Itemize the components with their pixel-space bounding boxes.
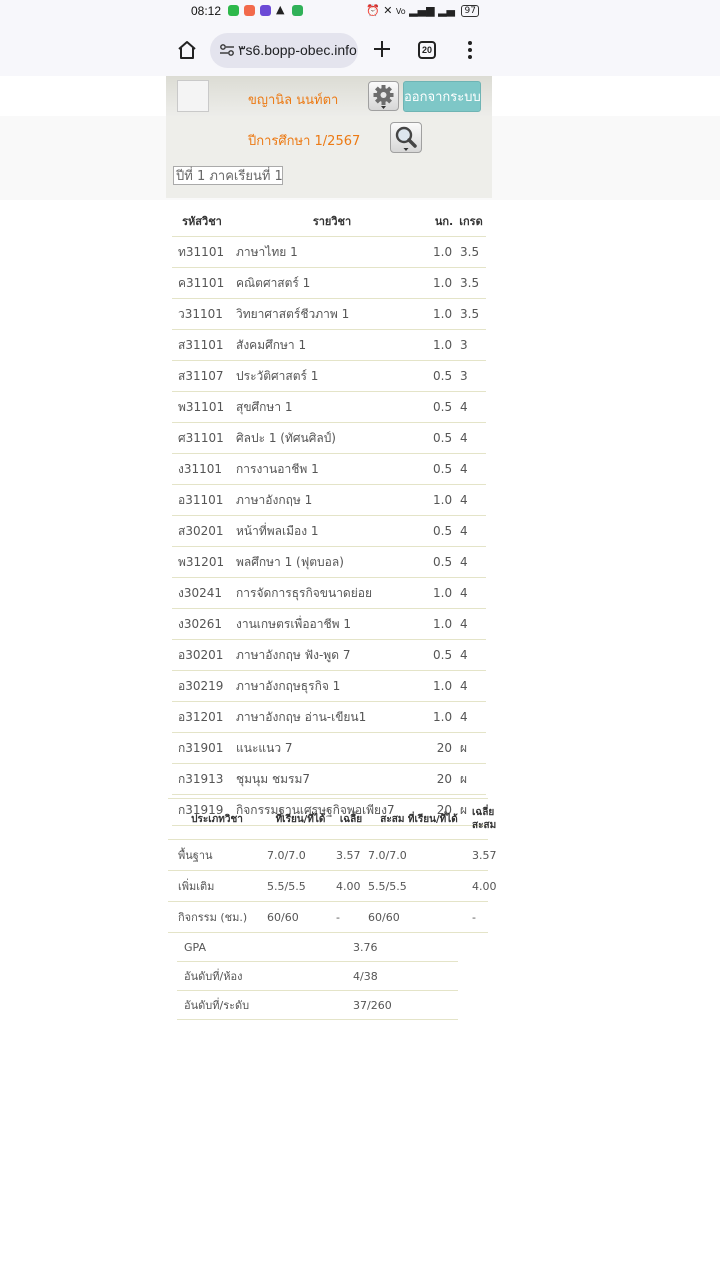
table-row	[172, 640, 486, 671]
app-notification-icon	[244, 5, 255, 16]
subject-credit: 20	[432, 733, 456, 764]
subject-name: การจัดการธุรกิจขนาดย่อย	[232, 578, 432, 609]
subject-credit: 0.5	[432, 454, 456, 485]
summary-header-type: ประเภทวิชา	[168, 799, 266, 840]
site-settings-icon[interactable]	[219, 42, 235, 62]
subject-credit: 1.0	[432, 609, 456, 640]
subject-credit: 1.0	[432, 578, 456, 609]
col-header-grade: เกรด	[456, 206, 486, 237]
summary-header-cum-avg-line2: สะสม	[472, 820, 497, 831]
status-time: 08:12	[191, 4, 222, 18]
table-row	[172, 609, 486, 640]
subject-credit: 1.0	[432, 299, 456, 330]
subject-grade: 4	[456, 423, 486, 454]
search-icon	[391, 123, 421, 152]
avatar	[177, 80, 209, 112]
tab-count-button[interactable]: 20	[418, 41, 436, 59]
gpa-value: 3.76	[352, 933, 458, 962]
subject-name: ศิลปะ 1 (ทัศนศิลป์)	[232, 423, 432, 454]
subject-grade: 4	[456, 547, 486, 578]
subject-code: ว31101	[172, 299, 232, 330]
table-row	[172, 237, 486, 268]
table-row	[172, 702, 486, 733]
summary-cumulative: 7.0/7.0	[367, 840, 471, 871]
signal-icon-2: ▂▄	[438, 4, 455, 17]
semester-select[interactable]: ปีที่ 1 ภาคเรียนที่ 1	[173, 166, 283, 185]
gpa-value: 37/260	[352, 991, 458, 1020]
subject-name: ภาษาไทย 1	[232, 237, 432, 268]
subject-code: ก31919	[172, 795, 232, 826]
table-row	[172, 330, 486, 361]
subject-grade: 3	[456, 361, 486, 392]
table-row	[172, 299, 486, 330]
subject-credit: 1.0	[432, 702, 456, 733]
summary-type: เพิ่มเติม	[168, 871, 266, 902]
summary-cum-avg: 4.00	[471, 871, 488, 902]
summary-type: พื้นฐาน	[168, 840, 266, 871]
download-notification-icon	[292, 5, 303, 16]
new-tab-icon[interactable]	[371, 38, 393, 60]
subject-grade: 4	[456, 671, 486, 702]
subject-code: ค31101	[172, 268, 232, 299]
subject-grade: 4	[456, 640, 486, 671]
summary-cum-avg: 3.57	[471, 840, 488, 871]
summary-avg: 4.00	[335, 871, 367, 902]
subject-name: การงานอาชีพ 1	[232, 454, 432, 485]
subject-name: งานเกษตรเพื่ออาชีพ 1	[232, 609, 432, 640]
summary-header-row	[168, 799, 488, 840]
subject-grade: 4	[456, 454, 486, 485]
summary-studied: 5.5/5.5	[266, 871, 335, 902]
subject-code: ส31101	[172, 330, 232, 361]
home-icon[interactable]	[176, 39, 198, 61]
subject-code: อ31101	[172, 485, 232, 516]
summary-header-studied: ที่เรียน/ที่ได้	[266, 799, 335, 840]
table-row	[172, 361, 486, 392]
summary-cumulative: 5.5/5.5	[367, 871, 471, 902]
subject-credit: 20	[432, 795, 456, 826]
table-row	[172, 454, 486, 485]
subject-credit: 0.5	[432, 361, 456, 392]
subject-grade: ผ	[456, 733, 486, 764]
summary-header-avg: เฉลี่ย	[335, 799, 367, 840]
table-row	[172, 485, 486, 516]
subject-grade: ผ	[456, 795, 486, 826]
subject-grade: 4	[456, 485, 486, 516]
subject-name: แนะแนว 7	[232, 733, 432, 764]
subject-name: ภาษาอังกฤษ ฟัง-พูด 7	[232, 640, 432, 671]
subject-code: อ30219	[172, 671, 232, 702]
subject-name: วิทยาศาสตร์ชีวภาพ 1	[232, 299, 432, 330]
subject-credit: 1.0	[432, 671, 456, 702]
subject-name: ประวัติศาสตร์ 1	[232, 361, 432, 392]
grades-table	[172, 206, 486, 826]
table-row	[172, 392, 486, 423]
table-row	[172, 764, 486, 795]
gpa-label: อันดับที่/ห้อง	[177, 962, 352, 991]
summary-avg: 3.57	[335, 840, 367, 871]
subject-credit: 0.5	[432, 423, 456, 454]
volte-icon: Vo	[395, 7, 406, 16]
messenger-notification-icon	[260, 5, 271, 16]
site-header	[166, 76, 492, 198]
gpa-table	[177, 932, 458, 1020]
col-header-name: รายวิชา	[232, 206, 432, 237]
grades-header-row	[172, 206, 486, 237]
table-row	[172, 578, 486, 609]
col-header-code: รหัสวิชา	[172, 206, 232, 237]
browser-toolbar	[0, 24, 720, 76]
gear-icon	[369, 82, 398, 110]
subject-credit: 0.5	[432, 392, 456, 423]
status-bar	[0, 0, 720, 24]
gpa-row	[177, 991, 458, 1020]
url-text[interactable]: ۳s6.bopp-obec.info	[238, 42, 357, 58]
subject-name: ภาษาอังกฤษธุรกิจ 1	[232, 671, 432, 702]
gpa-table-container	[177, 932, 458, 1020]
subject-grade: 3.5	[456, 268, 486, 299]
warning-icon: ▲	[276, 3, 285, 16]
subject-code: ก31913	[172, 764, 232, 795]
line-notification-icon	[228, 5, 239, 16]
subject-code: อ31201	[172, 702, 232, 733]
summary-header-cum-avg	[471, 799, 497, 840]
summary-header-cum-avg-line1: เฉลี่ย	[472, 807, 495, 818]
subject-grade: ผ	[456, 764, 486, 795]
subject-grade: 3	[456, 330, 486, 361]
subject-code: ง30241	[172, 578, 232, 609]
subject-grade: 4	[456, 702, 486, 733]
table-row	[172, 671, 486, 702]
subject-code: พ31201	[172, 547, 232, 578]
subject-code: ง30261	[172, 609, 232, 640]
subject-grade: 4	[456, 609, 486, 640]
academic-year-label: ปีการศึกษา 1/2567	[248, 134, 361, 149]
subject-name: ชุมนุม ชมรม7	[232, 764, 432, 795]
subject-credit: 1.0	[432, 330, 456, 361]
subject-code: ท31101	[172, 237, 232, 268]
gpa-label: อันดับที่/ระดับ	[177, 991, 352, 1020]
summary-studied: 7.0/7.0	[266, 840, 335, 871]
summary-row	[168, 871, 488, 902]
subject-credit: 0.5	[432, 516, 456, 547]
logout-button[interactable]: ออกจากระบบ	[403, 81, 481, 112]
col-header-credit: นก.	[432, 206, 456, 237]
user-name: ขญานิล นนท์ตา	[248, 93, 339, 108]
subject-code: ง31101	[172, 454, 232, 485]
gpa-label: GPA	[177, 933, 352, 962]
table-row	[172, 516, 486, 547]
summary-body	[168, 840, 497, 933]
gpa-row	[177, 962, 458, 991]
table-row	[172, 423, 486, 454]
summary-header-cumulative: สะสม ที่เรียน/ที่ได้	[367, 799, 471, 840]
subject-name: คณิตศาสตร์ 1	[232, 268, 432, 299]
subject-grade: 4	[456, 516, 486, 547]
subject-code: ส30201	[172, 516, 232, 547]
subject-code: ก31901	[172, 733, 232, 764]
settings-button[interactable]	[368, 81, 399, 111]
summary-cumulative: 60/60	[367, 902, 471, 933]
more-menu-icon[interactable]	[463, 40, 477, 60]
subject-code: ส31107	[172, 361, 232, 392]
subject-credit: 1.0	[432, 237, 456, 268]
summary-type: กิจกรรม (ชม.)	[168, 902, 266, 933]
subject-credit: 0.5	[432, 547, 456, 578]
grades-body	[172, 237, 486, 826]
vibrate-icon: ✕	[383, 4, 393, 17]
subject-credit: 20	[432, 764, 456, 795]
subject-credit: 1.0	[432, 485, 456, 516]
table-row	[172, 547, 486, 578]
summary-avg: -	[335, 902, 367, 933]
subject-grade: 3.5	[456, 237, 486, 268]
subject-code: ศ31101	[172, 423, 232, 454]
search-button[interactable]	[390, 122, 422, 153]
subject-name: สังคมศึกษา 1	[232, 330, 432, 361]
alarm-icon: ⏰	[366, 4, 380, 17]
subject-grade: 4	[456, 392, 486, 423]
subject-code: อ30201	[172, 640, 232, 671]
subject-code: พ31101	[172, 392, 232, 423]
subject-grade: 4	[456, 578, 486, 609]
summary-row	[168, 840, 488, 871]
subject-name: ภาษาอังกฤษ 1	[232, 485, 432, 516]
table-row	[172, 268, 486, 299]
subject-credit: 0.5	[432, 640, 456, 671]
gpa-body	[177, 933, 458, 1020]
subject-name: กิจกรรมฐานเศรษฐกิจพอเพียง7	[232, 795, 432, 826]
subject-grade: 3.5	[456, 299, 486, 330]
battery-icon: 97	[461, 5, 478, 17]
summary-table-container	[168, 798, 497, 933]
grades-table-container	[172, 206, 486, 826]
subject-name: หน้าที่พลเมือง 1	[232, 516, 432, 547]
table-row	[172, 733, 486, 764]
status-right-icons	[366, 4, 479, 17]
subject-name: สุขศึกษา 1	[232, 392, 432, 423]
subject-credit: 1.0	[432, 268, 456, 299]
subject-name: ภาษาอังกฤษ อ่าน-เขียน1	[232, 702, 432, 733]
url-bar[interactable]	[210, 33, 358, 68]
gpa-value: 4/38	[352, 962, 458, 991]
subject-name: พลศึกษา 1 (ฟุตบอล)	[232, 547, 432, 578]
gpa-row	[177, 933, 458, 962]
summary-cum-avg: -	[471, 902, 488, 933]
summary-row	[168, 902, 488, 933]
summary-table	[168, 798, 497, 933]
summary-studied: 60/60	[266, 902, 335, 933]
signal-icon: ▂▄▆	[409, 4, 435, 17]
